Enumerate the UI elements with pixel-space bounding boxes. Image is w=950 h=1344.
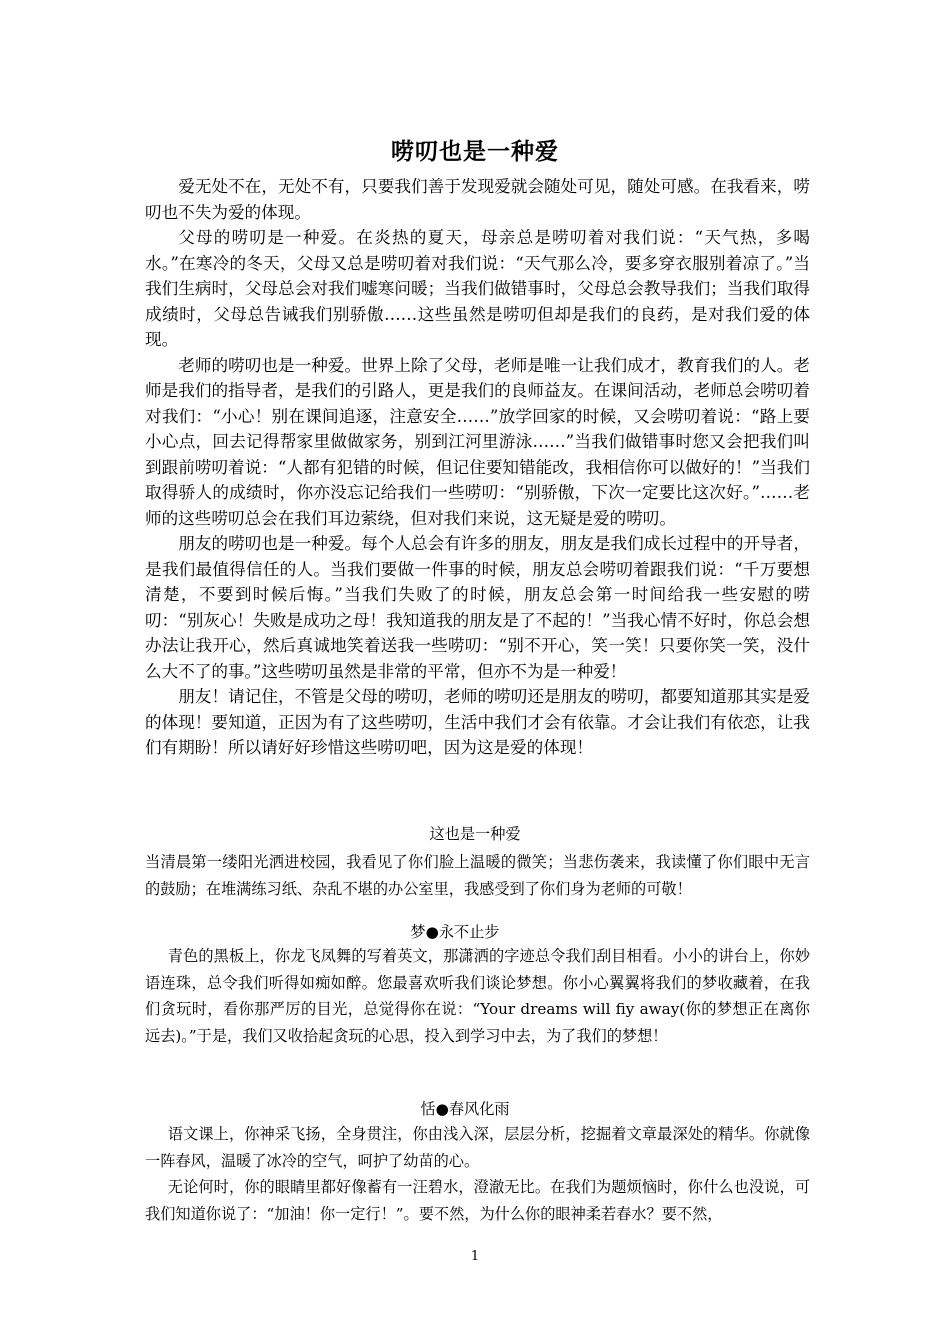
essay-paragraph: 老师的唠叨也是一种爱。世界上除了父母，老师是唯一让我们成才，教育我们的人。老师是我们的指导者，是我们的引路人，更是我们的良师益友。在课间活动，老师总会唠叨着对我们：“小心！别在课间追逐，注意安全……”放学回家的时候，又会唠叨着说：“路上要小心点，回去记得帮家里做做家务，别到江河里游泳……”当我们做错事时您又会把我们叫到跟前唠叨着说：“人都有犯错的时候，但记住要知错能改，我相信你可以做好的！”当我们取得骄人的成绩时，你亦没忘记给我们一些唠叨：“别骄傲，下次一定要比这次好。”……老师的这些唠叨总会在我们耳边萦绕，但对我们来说，这无疑是爱的唠叨。: [145, 355, 810, 528]
section-paragraph: 当清晨第一缕阳光洒进校园，我看见了你们脸上温暖的微笑；当悲伤袭来，我读懂了你们眼中无言的鼓励；在堆满练习纸、杂乱不堪的办公室里，我感受到了你们身为老师的可敬！: [145, 853, 810, 898]
section-heading: 这也是一种爱: [429, 825, 521, 843]
essay-paragraph: 父母的唠叨是一种爱。在炎热的夏天，母亲总是唠叨着对我们说：“天气热，多喝水。”在寒冷的冬天，父母又总是唠叨着对我们说：“天气那么冷，要多穿衣服别着凉了。”当我们生病时，父母总会对我们嘘寒问暖；当我们做错事时，父母总会教导我们；当我们取得成绩时，父母总告诫我们别骄傲……这些虽然是唠叨但却是我们的良药，是对我们爱的体现。: [145, 228, 810, 349]
section-body: [145, 943, 810, 1049]
essay-body: [145, 174, 810, 761]
section-paragraph: 语文课上，你神采飞扬，全身贯注，你由浅入深，层层分析，挖掘着文章最深处的精华。你就像一阵春风，温暖了冰冷的空气，呵护了幼苗的心。: [145, 1125, 810, 1170]
essay-paragraph: 朋友的唠叨也是一种爱。每个人总会有许多的朋友，朋友是我们成长过程中的开导者，是我们最值得信任的人。当我们要做一件事的时候，朋友总会唠叨着跟我们说：“千万要想清楚，不要到时候后悔。”当我们失败了的时候，朋友总会第一时间给我一些安慰的唠叨：“别灰心！失败是成功之母！我知道我的朋友是了不起的！”当我心情不好时，你总会想办法让我开心，然后真诚地笑着送我一些唠叨：“别不开心，笑一笑！只要你笑一笑，没什么大不了的事。”这些唠叨虽然是非常的平常，但亦不为是一种爱！: [145, 534, 810, 681]
page-number: 1: [470, 1249, 480, 1264]
section-body: [145, 1121, 810, 1227]
document-title: 唠叨也是一种爱: [391, 138, 559, 165]
section-heading: 梦●永不止步: [410, 923, 500, 941]
section-body: [145, 849, 810, 902]
section-paragraph: 无论何时，你的眼睛里都好像蓄有一汪碧水，澄澈无比。在我们为题烦恼时，你什么也没说，可我们知道你说了：“加油！你一定行！”。要不然，为什么你的眼神柔若春水？要不然，: [145, 1178, 810, 1223]
essay-paragraph: 朋友！请记住，不管是父母的唠叨，老师的唠叨还是朋友的唠叨，都要知道那其实是爱的体现！要知道，正因为有了这些唠叨，生活中我们才会有依靠。才会让我们有依恋，让我们有期盼！所以请好好珍惜这些唠叨吧，因为这是爱的体现！: [145, 687, 810, 757]
essay-paragraph: 爱无处不在，无处不有，只要我们善于发现爱就会随处可见，随处可感。在我看来，唠叨也不失为爱的体现。: [145, 177, 810, 222]
section-paragraph: 青色的黑板上，你龙飞凤舞的写着英文，那潇洒的字迹总令我们刮目相看。小小的讲台上，你妙语连珠，总令我们听得如痴如醉。您最喜欢听我们谈论梦想。你小心翼翼将我们的梦收藏着，在我们贪玩时，看你那严厉的目光，总觉得你在说：“Your dreams will fiy away(你的梦想正在离你远去)。”于是，我们又收拾起贪玩的心思，投入到学习中去，为了我们的梦想！: [145, 947, 810, 1045]
section-heading: 恬●春风化雨: [420, 1100, 510, 1118]
